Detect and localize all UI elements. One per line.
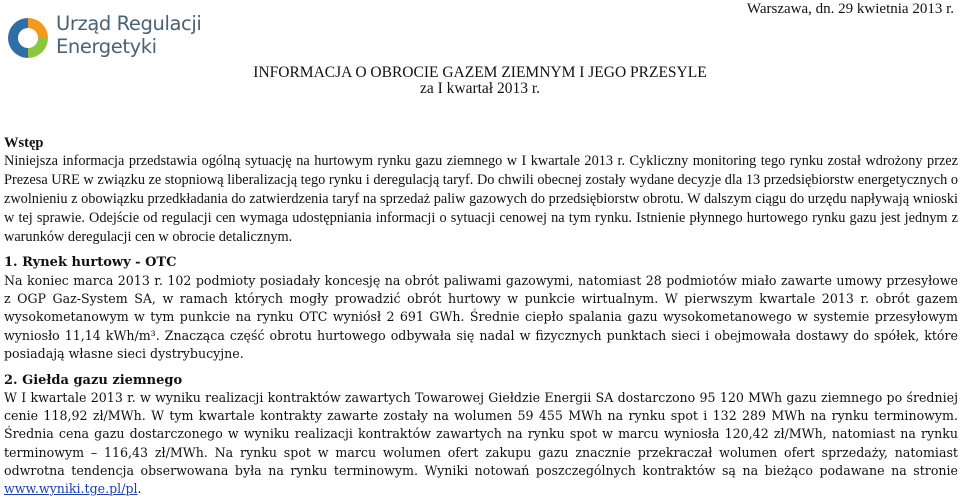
ure-logo [4,12,204,62]
section-2-text: W I kwartale 2013 r. w wyniku realizacji kontraktów zawartych Towarowej Giełdzie Energii SA dostarczono 95 120 MWh gazu ziemnego po średniej cenie 118,92 zł/MWh. W tym kwartale kontrakty zawarte zostały na wolumen 59 455 MWh na rynku spot i 132 289 MWh na rynku terminowym. Średnia cena gazu dostarczonego w wyniku realizacji kontraktów zawartych na rynku spot w marcu wyniosła 120,42 zł/MWh, natomiast na rynku terminowym – 116,43 zł/MWh. Na rynku spot w marcu wolumen ofert zakupu gazu znacznie przekraczał wolumen ofert sprzedaży, natomiast odwrotna tendencja obserwowana była na rynku terminowym. Wyniki notowań poszczególnych kontraktów są na bieżąco podawane na stronie [4,390,958,478]
section-1-heading: 1. Rynek hurtowy - OTC [4,255,177,270]
tge-results-link[interactable]: www.wyniki.tge.pl/pl [4,481,138,497]
section-2-end: . [137,481,142,497]
section-2-heading: 2. Giełda gazu ziemnego [4,373,183,388]
document-subtitle: za I kwartał 2013 r. [419,80,541,97]
ure-logo-icon [4,14,52,62]
section-2-paragraph [4,389,958,498]
logo-line-2: Energetyki [56,35,157,58]
section-1-paragraph: Na koniec marca 2013 r. 102 podmioty posiadały koncesję na obrót paliwami gazowymi, natomiast 28 podmiotów miało zawarte umowy przesyłowe z OGP Gaz-System SA, w ramach których mogły prowadzić obrót hurtowy w punkcie wirtualnym. W pierwszym kwartale 2013 r. obrót gazem wysokometanowym w tym punkcie na rynku OTC wyniósł 2 691 GWh. Średnie ciepło spalania gazu wysokometanowego w systemie przesyłowym wyniosło 11,14 kWh/m³. Znacząca część obrotu hurtowego odbywała się nadal w fizycznych punktach sieci i obejmowała dostawy do spółek, które posiadają własne sieci dystrybucyjne. [4,273,958,361]
document-title: INFORMACJA O OBROCIE GAZEM ZIEMNYM I JEGO PRZESYLE [253,64,707,81]
intro-paragraph: Niniejsza informacja przedstawia ogólną sytuację na hurtowym rynku gazu ziemnego w I kwartale 2013 r. Cykliczny monitoring tego rynku został wdrożony przez Prezesa URE w związku ze stopniową liberalizacją tego rynku i deregulacją taryf. Do chwili obecnej zostały wydane decyzje dla 13 przedsiębiorstw energetycznych o zwolnieniu z obowiązku przedkładania do zatwierdzenia taryf na sprzedaż paliw gazowych do przedsiębiorstw obrotu. W dalszym ciągu do urzędu napływają wnioski w tej sprawie. Odejście od regulacji cen wymaga udostępniania informacji o sytuacji cenowej na tym rynku. Istnienie płynnego hurtowego rynku gazu jest jednym z warunków deregulacji cen w obrocie detalicznym. [4,153,958,245]
intro-heading: Wstęp [4,135,44,151]
logo-line-1: Urząd Regulacji [56,12,202,35]
document-date: Warszawa, dn. 29 kwietnia 2013 r. [746,1,954,17]
